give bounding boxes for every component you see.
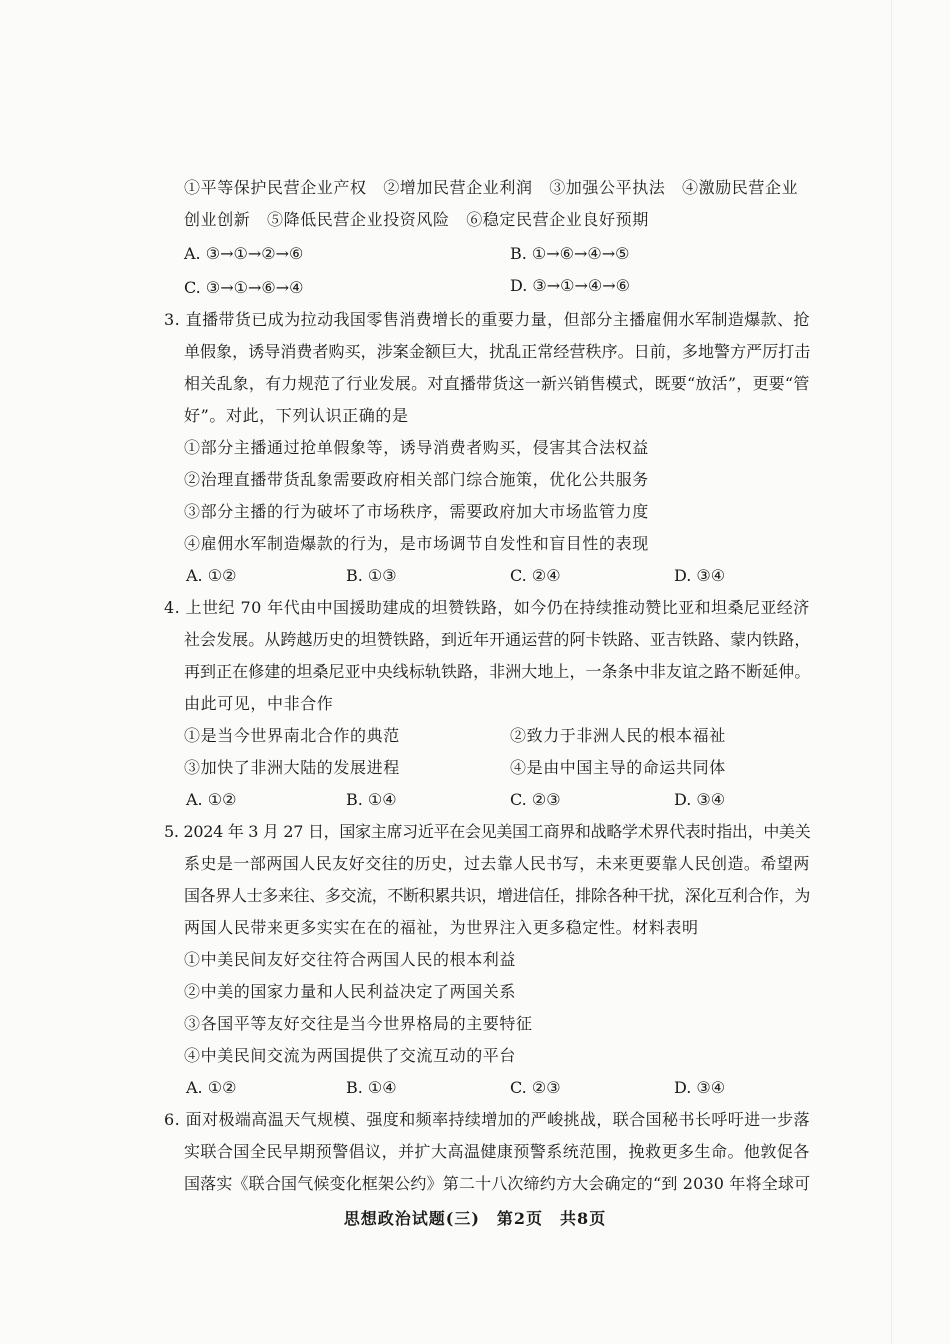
q5-option-d: D. ③④	[674, 1078, 726, 1097]
q3-option-d: D. ③④	[674, 566, 726, 585]
q2-option-c: C. ③→①→⑥→④	[184, 278, 304, 297]
q4-option-b: B. ①④	[346, 790, 397, 809]
q3-stem-line-3: 相关乱象，有力规范了行业发展。对直播带货这一新兴销售模式，既要“放活”，更要“管	[184, 374, 810, 393]
q4-item-2: ②致力于非洲人民的根本福祉	[510, 726, 726, 745]
q4-stem-line-2: 社会发展。从跨越历史的坦赞铁路，到近年开通运营的阿卡铁路、亚吉铁路、蒙内铁路，	[184, 630, 811, 649]
q3-stem-line-1: 3. 直播带货已成为拉动我国零售消费增长的重要力量，但部分主播雇佣水军制造爆款、抢	[164, 310, 810, 329]
page-footer: 思想政治试题(三) 第2页 共8页	[343, 1209, 607, 1228]
q3-stem-line-4: 好”。对此，下列认识正确的是	[184, 406, 409, 425]
q5-option-a: A. ①②	[186, 1078, 237, 1097]
q5-stem-line-3: 国各界人士多来往、多交流，不断积累共识，增进信任，排除各种干扰，深化互利合作，为	[184, 886, 811, 905]
q2-option-d: D. ③→①→④→⑥	[510, 276, 631, 295]
q5-item-1: ①中美民间友好交往符合两国人民的根本利益	[184, 950, 517, 969]
q6-stem-line-2: 实联合国全民早期预警倡议，并扩大高温健康预警系统范围，挽救更多生命。他敦促各	[184, 1142, 810, 1161]
q6-stem-line-3: 国落实《联合国气候变化框架公约》第二十八次缔约方大会确定的“到 2030 年将全球可	[184, 1174, 811, 1193]
q6-stem-line-1: 6. 面对极端高温天气规模、强度和频率持续增加的严峻挑战，联合国秘书长呼吁进一步落	[164, 1110, 810, 1129]
q3-item-3: ③部分主播的行为破坏了市场秩序，需要政府加大市场监管力度	[184, 502, 649, 521]
q5-item-4: ④中美民间交流为两国提供了交流互动的平台	[184, 1046, 517, 1065]
q5-stem-line-1: 5. 2024 年 3 月 27 日，国家主席习近平在会见美国工商界和战略学术界代表时指出，中美关	[164, 822, 811, 841]
q2-option-a: A. ③→①→②→⑥	[184, 244, 304, 263]
q3-item-4: ④雇佣水军制造爆款的行为，是市场调节自发性和盲目性的表现	[184, 534, 649, 553]
q3-option-a: A. ①②	[186, 566, 237, 585]
q4-option-d: D. ③④	[674, 790, 726, 809]
q3-item-2: ②治理直播带货乱象需要政府相关部门综合施策，优化公共服务	[184, 470, 649, 489]
q4-item-4: ④是由中国主导的命运共同体	[510, 758, 726, 777]
q2-item-line-1: ①平等保护民营企业产权 ②增加民营企业利润 ③加强公平执法 ④激励民营企业	[184, 178, 799, 197]
scan-edge	[891, 0, 892, 1344]
q3-stem-line-2: 单假象，诱导消费者购买，涉案金额巨大，扰乱正常经营秩序。日前，多地警方严厉打击	[184, 342, 811, 361]
q5-stem-line-4: 两国人民带来更多实实在在的福祉，为世界注入更多稳定性。材料表明	[184, 918, 699, 937]
q2-item-line-2: 创业创新 ⑤降低民营企业投资风险 ⑥稳定民营企业良好预期	[184, 210, 649, 229]
q3-item-1: ①部分主播通过抢单假象等，诱导消费者购买，侵害其合法权益	[184, 438, 649, 457]
q5-stem-line-2: 系史是一部两国人民友好交往的历史，过去靠人民书写，未来更要靠人民创造。希望两	[184, 854, 810, 873]
q4-stem-line-3: 再到正在修建的坦桑尼亚中央线标轨铁路，非洲大地上，一条条中非友谊之路不断延伸。	[184, 662, 811, 681]
q5-item-2: ②中美的国家力量和人民利益决定了两国关系	[184, 982, 517, 1001]
q4-option-c: C. ②③	[510, 790, 561, 809]
q4-option-a: A. ①②	[186, 790, 237, 809]
q4-item-1: ①是当今世界南北合作的典范	[184, 726, 400, 745]
q4-stem-line-4: 由此可见，中非合作	[184, 694, 334, 713]
q4-stem-line-1: 4. 上世纪 70 年代由中国援助建成的坦赞铁路，如今仍在持续推动赞比亚和坦桑尼亚经济	[164, 598, 810, 617]
q3-option-c: C. ②④	[510, 566, 561, 585]
q2-option-b: B. ①→⑥→④→⑤	[510, 244, 630, 263]
q5-item-3: ③各国平等友好交往是当今世界格局的主要特征	[184, 1014, 533, 1033]
q5-option-c: C. ②③	[510, 1078, 561, 1097]
q4-item-3: ③加快了非洲大陆的发展进程	[184, 758, 400, 777]
q3-option-b: B. ①③	[346, 566, 397, 585]
q5-option-b: B. ①④	[346, 1078, 397, 1097]
